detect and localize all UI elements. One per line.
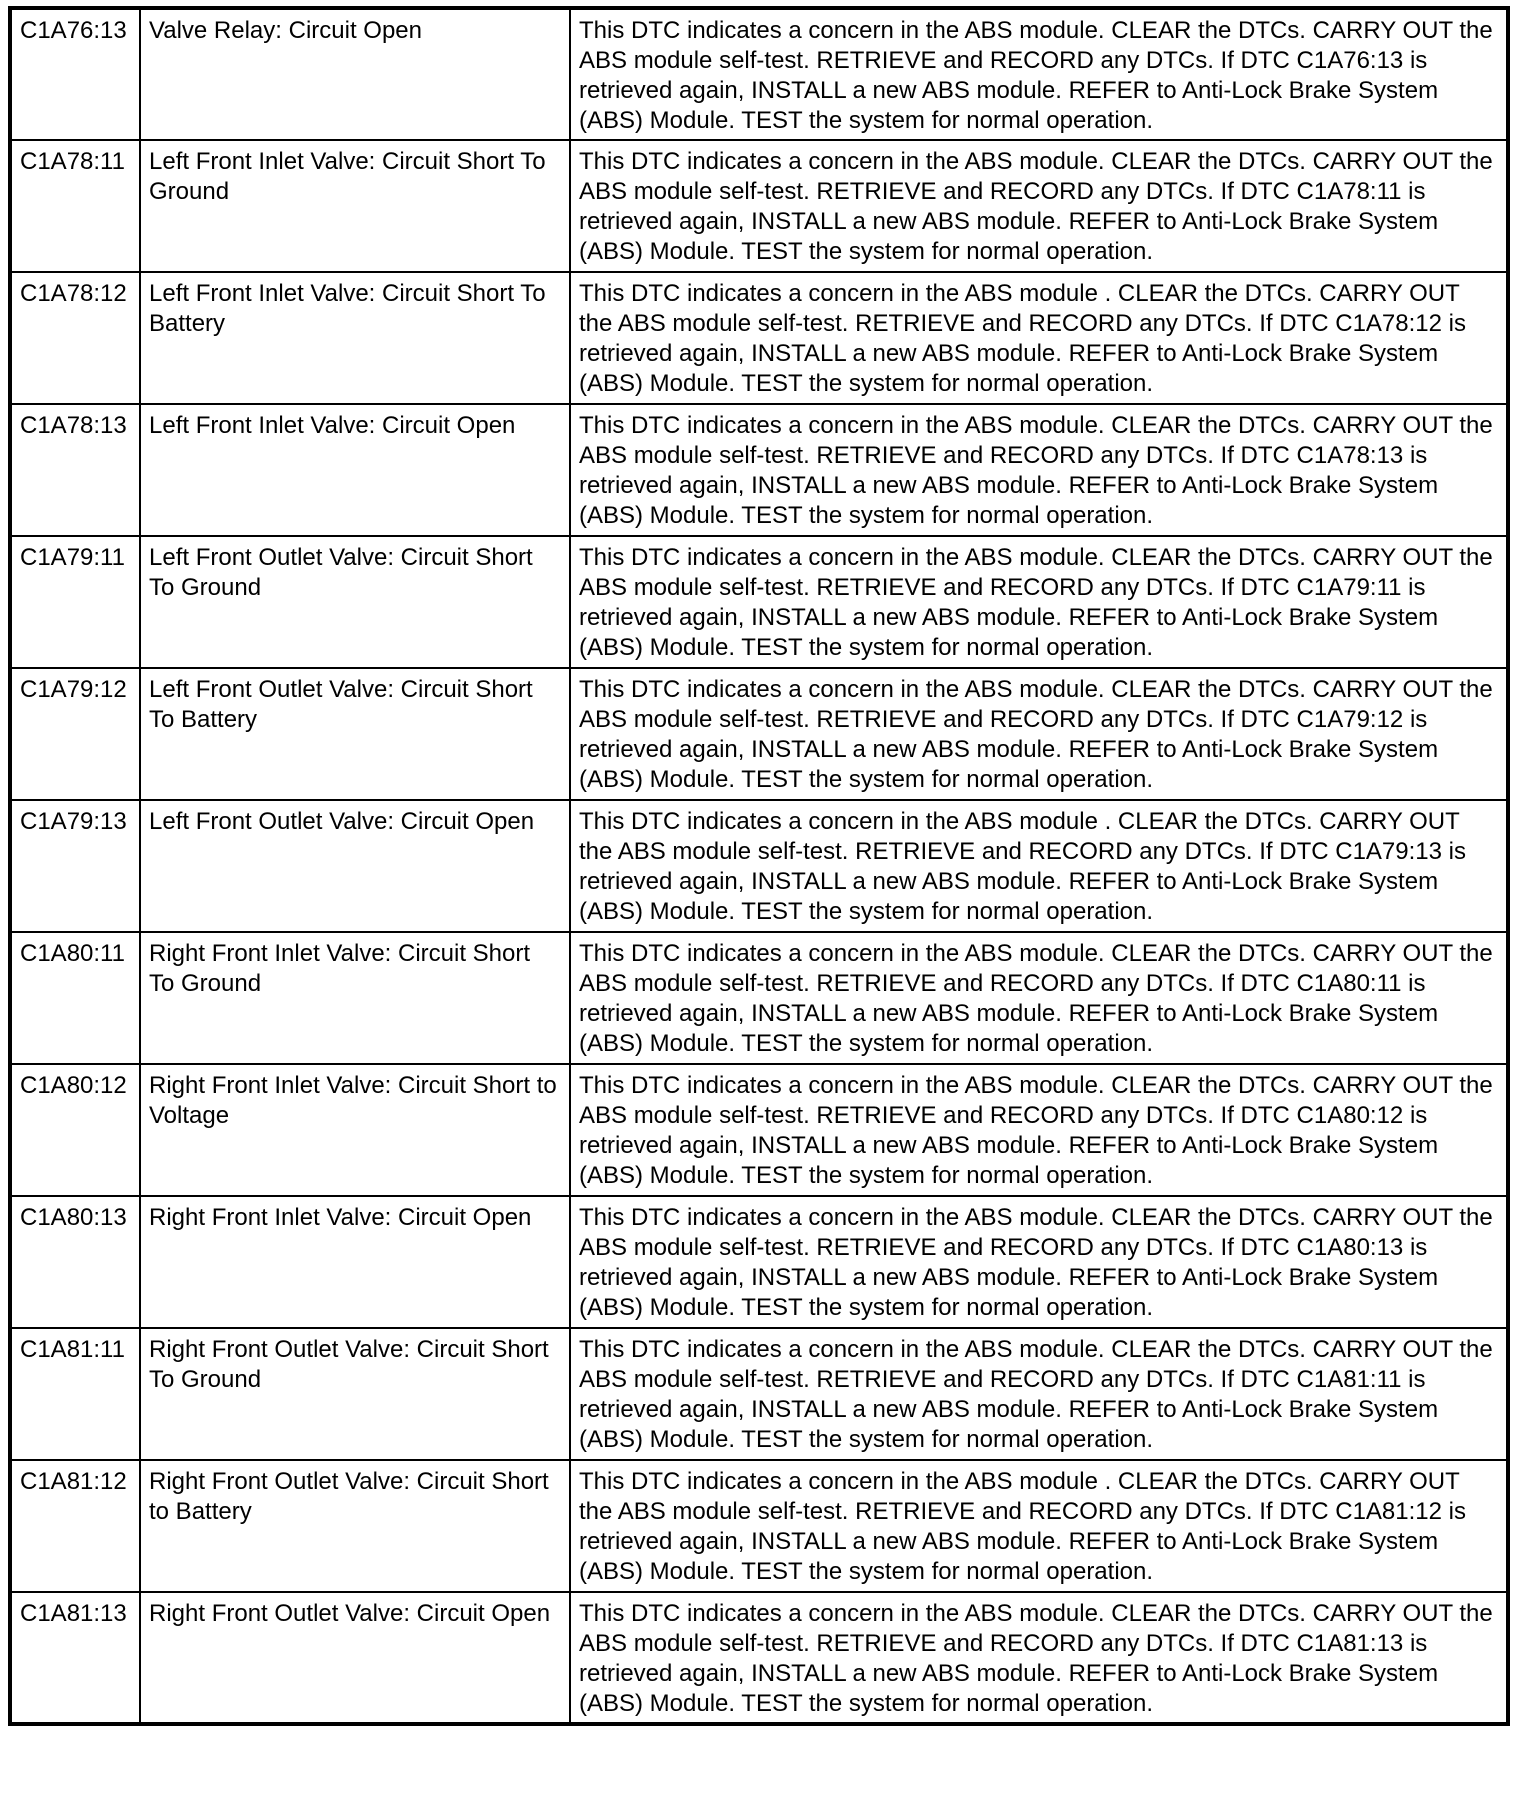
table-row xyxy=(10,140,1508,272)
dtc-description-cell: Left Front Inlet Valve: Circuit Short To Battery xyxy=(140,272,570,404)
dtc-description-cell: Right Front Inlet Valve: Circuit Short to Voltage xyxy=(140,1064,570,1196)
table-row xyxy=(10,800,1508,932)
dtc-action-cell: This DTC indicates a concern in the ABS module. CLEAR the DTCs. CARRY OUT the ABS module self-test. RETRIEVE and RECORD any DTCs. If DTC C1A81:13 is retrieved again, INSTALL a new ABS module. REFER to Anti-Lock Brake System (ABS) Module. TEST the system for normal operation. xyxy=(570,1592,1508,1724)
dtc-action-cell: This DTC indicates a concern in the ABS module. CLEAR the DTCs. CARRY OUT the ABS module self-test. RETRIEVE and RECORD any DTCs. If DTC C1A80:13 is retrieved again, INSTALL a new ABS module. REFER to Anti-Lock Brake System (ABS) Module. TEST the system for normal operation. xyxy=(570,1196,1508,1328)
dtc-description-cell: Right Front Outlet Valve: Circuit Short To Ground xyxy=(140,1328,570,1460)
dtc-code-cell: C1A81:11 xyxy=(10,1328,140,1460)
dtc-action-cell: This DTC indicates a concern in the ABS module. CLEAR the DTCs. CARRY OUT the ABS module self-test. RETRIEVE and RECORD any DTCs. If DTC C1A79:12 is retrieved again, INSTALL a new ABS module. REFER to Anti-Lock Brake System (ABS) Module. TEST the system for normal operation. xyxy=(570,668,1508,800)
table-row xyxy=(10,8,1508,140)
dtc-code-cell: C1A78:11 xyxy=(10,140,140,272)
dtc-action-cell: This DTC indicates a concern in the ABS module . CLEAR the DTCs. CARRY OUT the ABS module self-test. RETRIEVE and RECORD any DTCs. If DTC C1A78:12 is retrieved again, INSTALL a new ABS module. REFER to Anti-Lock Brake System (ABS) Module. TEST the system for normal operation. xyxy=(570,272,1508,404)
dtc-code-cell: C1A79:12 xyxy=(10,668,140,800)
dtc-code-cell: C1A81:13 xyxy=(10,1592,140,1724)
dtc-description-cell: Right Front Outlet Valve: Circuit Short to Battery xyxy=(140,1460,570,1592)
table-row xyxy=(10,272,1508,404)
dtc-code-cell: C1A80:12 xyxy=(10,1064,140,1196)
dtc-description-cell: Right Front Inlet Valve: Circuit Open xyxy=(140,1196,570,1328)
dtc-code-cell: C1A81:12 xyxy=(10,1460,140,1592)
dtc-description-cell: Left Front Outlet Valve: Circuit Short To Ground xyxy=(140,536,570,668)
dtc-description-cell: Left Front Inlet Valve: Circuit Short To Ground xyxy=(140,140,570,272)
table-row xyxy=(10,1592,1508,1724)
dtc-action-cell: This DTC indicates a concern in the ABS module. CLEAR the DTCs. CARRY OUT the ABS module self-test. RETRIEVE and RECORD any DTCs. If DTC C1A80:12 is retrieved again, INSTALL a new ABS module. REFER to Anti-Lock Brake System (ABS) Module. TEST the system for normal operation. xyxy=(570,1064,1508,1196)
dtc-action-cell: This DTC indicates a concern in the ABS module. CLEAR the DTCs. CARRY OUT the ABS module self-test. RETRIEVE and RECORD any DTCs. If DTC C1A79:11 is retrieved again, INSTALL a new ABS module. REFER to Anti-Lock Brake System (ABS) Module. TEST the system for normal operation. xyxy=(570,536,1508,668)
table-row xyxy=(10,1064,1508,1196)
dtc-description-cell: Right Front Inlet Valve: Circuit Short To Ground xyxy=(140,932,570,1064)
dtc-code-cell: C1A79:11 xyxy=(10,536,140,668)
dtc-description-cell: Right Front Outlet Valve: Circuit Open xyxy=(140,1592,570,1724)
dtc-action-cell: This DTC indicates a concern in the ABS module. CLEAR the DTCs. CARRY OUT the ABS module self-test. RETRIEVE and RECORD any DTCs. If DTC C1A76:13 is retrieved again, INSTALL a new ABS module. REFER to Anti-Lock Brake System (ABS) Module. TEST the system for normal operation. xyxy=(570,8,1508,140)
dtc-action-cell: This DTC indicates a concern in the ABS module . CLEAR the DTCs. CARRY OUT the ABS module self-test. RETRIEVE and RECORD any DTCs. If DTC C1A79:13 is retrieved again, INSTALL a new ABS module. REFER to Anti-Lock Brake System (ABS) Module. TEST the system for normal operation. xyxy=(570,800,1508,932)
dtc-table xyxy=(8,6,1510,1726)
dtc-code-cell: C1A80:11 xyxy=(10,932,140,1064)
dtc-code-cell: C1A80:13 xyxy=(10,1196,140,1328)
table-row xyxy=(10,668,1508,800)
dtc-table-body xyxy=(10,8,1508,1724)
dtc-description-cell: Left Front Inlet Valve: Circuit Open xyxy=(140,404,570,536)
dtc-description-cell: Left Front Outlet Valve: Circuit Open xyxy=(140,800,570,932)
dtc-code-cell: C1A78:12 xyxy=(10,272,140,404)
dtc-code-cell: C1A78:13 xyxy=(10,404,140,536)
table-row xyxy=(10,1328,1508,1460)
dtc-code-cell: C1A76:13 xyxy=(10,8,140,140)
dtc-action-cell: This DTC indicates a concern in the ABS module. CLEAR the DTCs. CARRY OUT the ABS module self-test. RETRIEVE and RECORD any DTCs. If DTC C1A78:13 is retrieved again, INSTALL a new ABS module. REFER to Anti-Lock Brake System (ABS) Module. TEST the system for normal operation. xyxy=(570,404,1508,536)
table-row xyxy=(10,1460,1508,1592)
dtc-action-cell: This DTC indicates a concern in the ABS module . CLEAR the DTCs. CARRY OUT the ABS module self-test. RETRIEVE and RECORD any DTCs. If DTC C1A81:12 is retrieved again, INSTALL a new ABS module. REFER to Anti-Lock Brake System (ABS) Module. TEST the system for normal operation. xyxy=(570,1460,1508,1592)
dtc-code-cell: C1A79:13 xyxy=(10,800,140,932)
dtc-description-cell: Valve Relay: Circuit Open xyxy=(140,8,570,140)
dtc-action-cell: This DTC indicates a concern in the ABS module. CLEAR the DTCs. CARRY OUT the ABS module self-test. RETRIEVE and RECORD any DTCs. If DTC C1A81:11 is retrieved again, INSTALL a new ABS module. REFER to Anti-Lock Brake System (ABS) Module. TEST the system for normal operation. xyxy=(570,1328,1508,1460)
dtc-action-cell: This DTC indicates a concern in the ABS module. CLEAR the DTCs. CARRY OUT the ABS module self-test. RETRIEVE and RECORD any DTCs. If DTC C1A78:11 is retrieved again, INSTALL a new ABS module. REFER to Anti-Lock Brake System (ABS) Module. TEST the system for normal operation. xyxy=(570,140,1508,272)
table-row xyxy=(10,1196,1508,1328)
table-row xyxy=(10,536,1508,668)
dtc-description-cell: Left Front Outlet Valve: Circuit Short To Battery xyxy=(140,668,570,800)
dtc-action-cell: This DTC indicates a concern in the ABS module. CLEAR the DTCs. CARRY OUT the ABS module self-test. RETRIEVE and RECORD any DTCs. If DTC C1A80:11 is retrieved again, INSTALL a new ABS module. REFER to Anti-Lock Brake System (ABS) Module. TEST the system for normal operation. xyxy=(570,932,1508,1064)
table-row xyxy=(10,404,1508,536)
table-row xyxy=(10,932,1508,1064)
